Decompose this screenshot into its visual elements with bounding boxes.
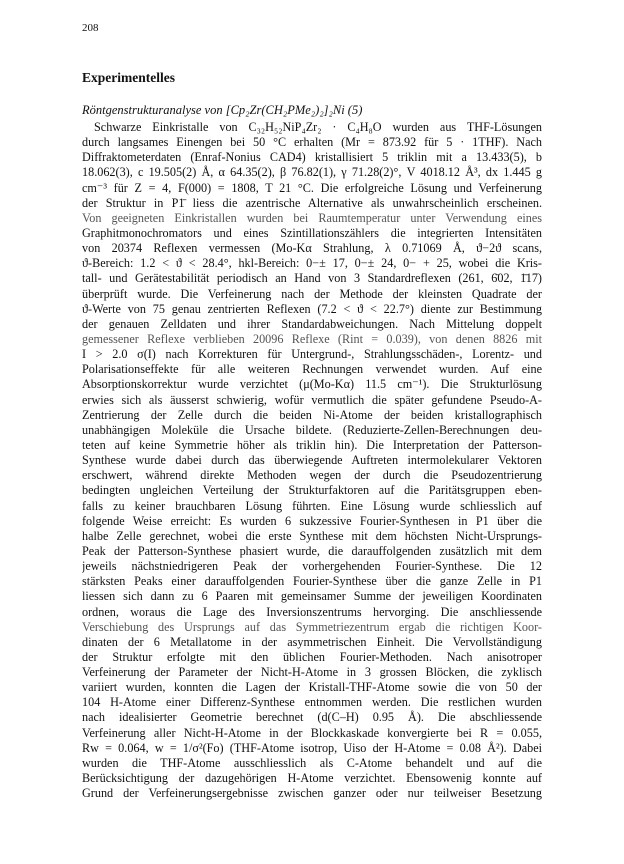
text-line: wurden die THF-Atome ausschliesslich als C-Atome behandelt und auf die (82, 755, 542, 770)
text-line: liessen sich dann zu 6 Paaren mit gemeinsamer Summe der jeweiligen Koordinaten (82, 589, 542, 604)
text-line: überprüft wurde. Die Verfeinerung nach der Methode der kleinsten Quadrate der (82, 286, 542, 301)
text-line: ϑ-Werte von 75 genau zentrierten Reflexen (7.2 < ϑ < 22.7°) diente zur Bestimmung (82, 301, 542, 316)
text-line: Grund der Verfeinerungsergebnisse zwischen ganzer oder nur teilweiser Besetzung (82, 786, 542, 801)
text-line: Graphitmonochromators und eines Szintillationszählers die integrierten Intensitäten (82, 225, 542, 240)
text-line: Verfeinerung aller Nicht-H-Atome in der Blockkaskade konvergierte bei R = 0.055, (82, 725, 542, 740)
text-line: I > 2.0 σ(I) nach Korrekturen für Untergrund-, Strahlungsschäden-, Lorentz- und (82, 347, 542, 362)
text-line: Berücksichtigung der dazugehörigen H-Atome verzichtet. Ebensowenig konnte auf (82, 771, 542, 786)
text-line: stärksten Peaks einer darauffolgenden Fourier-Synthese über die ganze Zelle in P1 (82, 574, 542, 589)
text-line: erschwert, während direkte Methoden wegen der durch die Pseudozentrierung (82, 468, 542, 483)
text-line: folgende Weise erreicht: Es wurden 6 sukzessive Fourier-Synthesen in P1 über die (82, 513, 542, 528)
text-line: Synthese wurde dabei durch das überwiegende Auftreten intermolekularer Vektoren (82, 453, 542, 468)
text-line: halbe Zelle gerechnet, wobei die erste Synthese mit dem höchsten Nicht-Ursprungs- (82, 528, 542, 543)
text-line: ordnen, woraus die Lage des Inversionszentrums hervorging. Die anschliessende (82, 604, 542, 619)
text-line: tall- und Gerätestabilität periodisch an Hand von 3 Standardreflexen (261, 6̄02, 1̄17) (82, 271, 542, 286)
text-line: Rw = 0.064, w = 1/σ²(Fo) (THF-Atome isotrop, Uiso der H-Atome = 0.08 Å²). Dabei (82, 740, 542, 755)
text-line: der Struktur erfolgte mit den üblichen Fourier-Methoden. Nach anisotroper (82, 649, 542, 664)
text-line: Verschiebung des Ursprungs auf das Symmetriezentrum ergab die richtigen Koor- (82, 619, 542, 634)
text-line: variiert wurden, konnten die Lagen der Kristall-THF-Atome sowie die von 50 der (82, 680, 542, 695)
text-line: ϑ-Bereich: 1.2 < ϑ < 28.4°, hkl-Bereich: 0−± 17, 0−± 24, 0− + 25, wobei die Kris- (82, 256, 542, 271)
text-line: der Struktur in P1̄ liess die azentrische Alternative als unwahrscheinlich erscheinen. (82, 195, 542, 210)
text-line: erwies sich als äusserst schwierig, wofür vermutlich die später gefundene Pseudo-A- (82, 392, 542, 407)
text-line: bedingten ungleichen Verteilung der Strukturfaktoren auf die Paritätsgruppen eben- (82, 483, 542, 498)
text-line: Verfeinerung der Parameter der Nicht-H-Atome in 3 grossen Blöcken, die zyklisch (82, 665, 542, 680)
text-line: nach idealisierter Geometrie berechnet (d(C–H) 0.95 Å). Die abschliessende (82, 710, 542, 725)
text-line: jeweils nächstniedrigeren Peak der vorhergehenden Fourier-Synthese. Die 12 (82, 559, 542, 574)
text-line: gemessener Reflexe verblieben 20096 Reflexe (Rint = 0.039), von denen 8826 mit (82, 331, 542, 346)
text-line: unabhängigen Moleküle die Ursache bildete. (Reduzierte-Zellen-Berechnungen deu- (82, 422, 542, 437)
subheading: Röntgenstrukturanalyse von [Cp₂Zr(CH₂PMe₂)₂]₂Ni (5) (82, 103, 363, 117)
text-line: cm⁻³ für Z = 4, F(000) = 1808, T 21 °C. Die erfolgreiche Lösung und Verfeinerung (82, 180, 542, 195)
text-line: Diffraktometerdaten (Enraf-Nonius CAD4) kristallisiert 5 triklin mit a 13.433(5), b (82, 150, 542, 165)
text-line: Absorptionskorrektur wurde verzichtet (μ(Mo-Kα) 11.5 cm⁻¹). Die Strukturlösung (82, 377, 542, 392)
text-line: Schwarze Einkristalle von C₃₂H₅₂NiP₄Zr₂ · C₄H₈O wurden aus THF-Lösungen (94, 120, 542, 134)
text-line: falls zu keiner brauchbaren Lösung führten. Eine Lösung wurde schliesslich auf (82, 498, 542, 513)
section-title: Experimentelles (82, 70, 175, 85)
text-line: dinaten der 6 Metallatome in der asymmetrischen Einheit. Die Vervollständigung (82, 634, 542, 649)
text-line: durch langsames Einengen bei 50 °C erhalten (Mr = 873.92 für 5 · 1THF). Nach (82, 135, 542, 150)
text-line: 18.062(3), c 19.505(2) Å, α 64.35(2), β 76.82(1), γ 71.28(2)°, V 4018.12 Å³, dx 1.445 g (82, 165, 542, 180)
text-line: Zentrierung der Zelle durch die beiden Ni-Atome der beiden kristallographisch (82, 407, 542, 422)
text-line: der genauen Zelldaten und ihrer Standardabweichungen. Nach Mittelung doppelt (82, 316, 542, 331)
text-line: Peak der Patterson-Synthese phasiert wurde, die darauffolgenden zusätzlich mit dem (82, 543, 542, 558)
text-line: von 20374 Reflexen vermessen (Mo-Kα Strahlung, λ 0.71069 Å, ϑ−2ϑ scans, (82, 241, 542, 256)
text-line: 104 H-Atome einer Differenz-Synthese entnommen werden. Die restlichen wurden (82, 695, 542, 710)
text-line: teten auf keine Symmetrie höher als triklin hin). Die Interpretation der Patterson- (82, 437, 542, 452)
body-text (82, 120, 542, 801)
text-line: Polarisationseffekte für alle weiteren Rechnungen verwendet wurden. Auf eine (82, 362, 542, 377)
page-number: 208 (82, 22, 99, 34)
text-line: Von geeigneten Einkristallen wurden bei Raumtemperatur unter Verwendung eines (82, 210, 542, 225)
